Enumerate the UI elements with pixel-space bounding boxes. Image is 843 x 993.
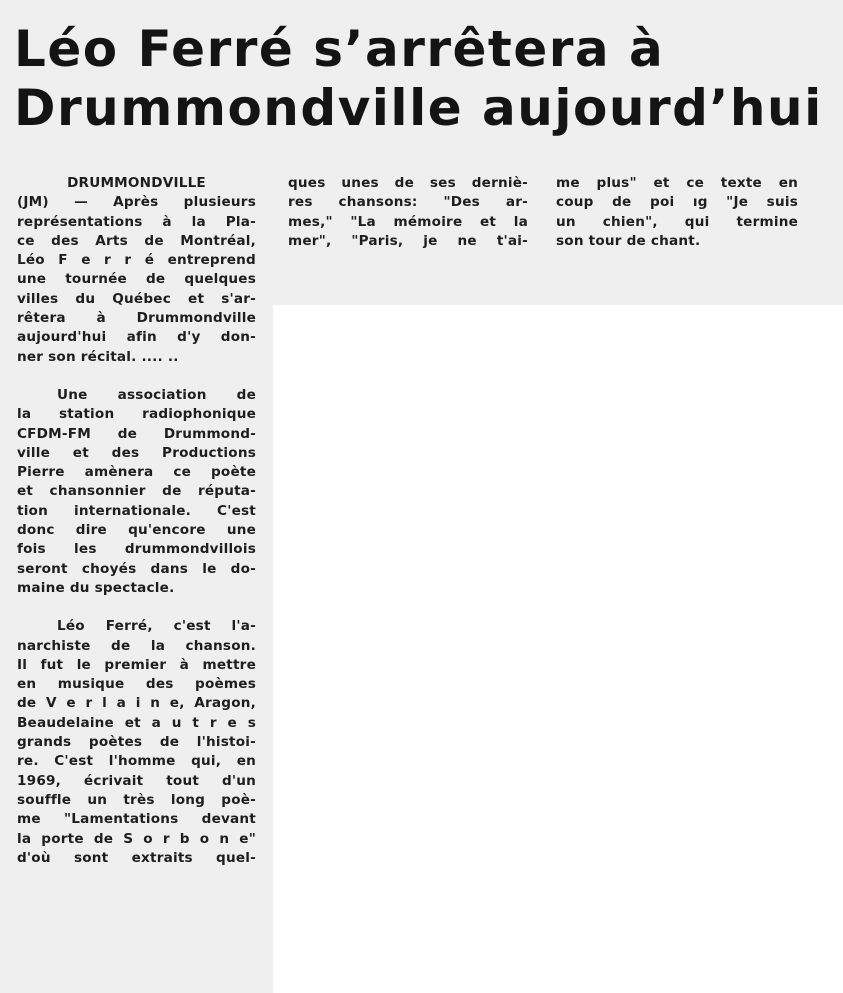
- text-line: tion internationale. C'est: [17, 502, 256, 519]
- dateline: DRUMMONDVILLE: [67, 175, 206, 191]
- text-line: une tournée de quelques: [17, 271, 256, 288]
- text-line: et chansonnier de réputa-: [17, 483, 256, 500]
- paragraph-gap: [17, 598, 256, 617]
- article-column-1: [17, 174, 256, 868]
- text-line: ville et des Productions: [17, 444, 256, 461]
- text-line: (JM) — Après plusieurs: [17, 194, 256, 211]
- text-line: fois les drummondvillois: [17, 541, 256, 558]
- text-line: d'où sont extraits quel-: [17, 849, 256, 866]
- text-line: villes du Québec et s'ar-: [17, 290, 256, 307]
- text-line: la porte de S o r b o n e": [17, 830, 256, 847]
- text-line: me plus" et ce texte en: [556, 175, 798, 191]
- text-line: ce des Arts de Montréal,: [17, 232, 256, 249]
- text-line: Beaudelaine et a u t r e s: [17, 714, 256, 731]
- text-line: de V e r l a i n e, Aragon,: [17, 695, 256, 712]
- text-line: rêtera à Drummondville: [17, 310, 256, 327]
- text-line: la station radiophonique: [17, 406, 256, 423]
- text-line: grands poètes de l'histoi-: [17, 734, 256, 751]
- text-line: CFDM-FM de Drummond-: [17, 425, 256, 442]
- text-line: ques unes de ses derniè-: [288, 175, 528, 191]
- text-line: représentations à la Pla-: [17, 213, 256, 230]
- text-line: Il fut le premier à mettre: [17, 656, 256, 673]
- text-line: mer", "Paris, je ne t'ai-: [288, 232, 528, 249]
- text-line: en musique des poèmes: [17, 676, 256, 693]
- text-line: ner son récital. .... ..: [17, 348, 179, 365]
- text-line: un chien", qui termine: [556, 213, 798, 230]
- headline-line-1: Léo Ferré s’arrêtera à: [14, 20, 665, 78]
- article-headline: [14, 20, 823, 138]
- text-line: re. C'est l'homme qui, en: [17, 753, 256, 770]
- text-line: Une association de: [57, 386, 256, 403]
- text-line: aujourd'hui afin d'y don-: [17, 329, 256, 346]
- text-line: me "Lamentations devant: [17, 811, 256, 828]
- text-line: maine du spectacle.: [17, 579, 175, 596]
- paragraph-gap: [17, 367, 256, 386]
- text-line: souffle un très long poè-: [17, 791, 256, 808]
- text-line: narchiste de la chanson.: [17, 637, 256, 654]
- text-line: Léo F e r r é entreprend: [17, 252, 256, 269]
- text-line: coup de poi ıg "Je suis: [556, 194, 798, 211]
- text-line: 1969, écrivait tout d'un: [17, 772, 256, 789]
- text-line: mes," "La mémoire et la: [288, 213, 528, 230]
- headline-line-2: Drummondville aujourd’hui: [14, 79, 823, 137]
- text-line: seront choyés dans le do-: [17, 560, 256, 577]
- text-line: Léo Ferré, c'est l'a-: [57, 618, 256, 635]
- text-line: res chansons: "Des ar-: [288, 194, 528, 211]
- text-line: son tour de chant.: [556, 232, 701, 249]
- text-line: donc dire qu'encore une: [17, 522, 256, 539]
- text-line: Pierre amènera ce poète: [17, 464, 256, 481]
- article-column-2: [288, 174, 528, 251]
- article-column-3: [556, 174, 798, 251]
